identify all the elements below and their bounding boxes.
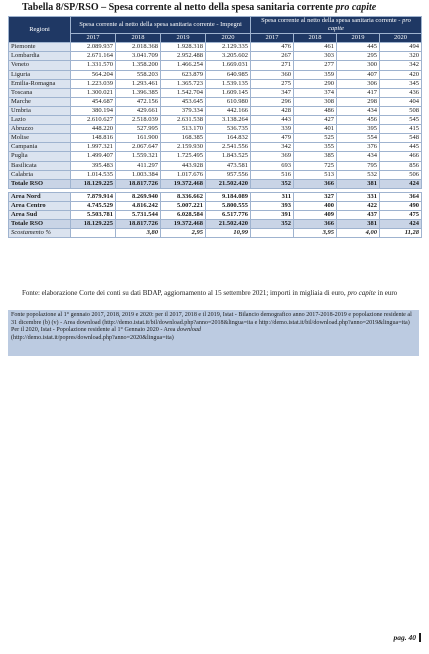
table-cell: 422 (337, 201, 380, 210)
table-cell: 2.610.627 (71, 116, 116, 125)
year-header: 2019 (337, 34, 380, 43)
table-cell: 525 (294, 134, 337, 143)
table-cell: 1.609.145 (206, 88, 251, 97)
row-label: Area Sud (9, 210, 71, 219)
table-cell: 2.067.647 (116, 143, 161, 152)
table-cell: 342 (251, 143, 294, 152)
row-label: Basilicata (9, 161, 71, 170)
table-cell: 1.559.321 (116, 152, 161, 161)
year-header: 2020 (380, 34, 422, 43)
table-cell: 360 (251, 70, 294, 79)
table-cell: 490 (380, 201, 422, 210)
row-label: Lazio (9, 116, 71, 125)
table-cell: 379.334 (161, 106, 206, 115)
table-cell: 395.483 (71, 161, 116, 170)
table-row (9, 210, 422, 219)
table-cell: 442.166 (206, 106, 251, 115)
table-row (9, 143, 422, 152)
table-cell: 1.542.704 (161, 88, 206, 97)
table-cell: 393 (251, 201, 294, 210)
table-cell: 355 (294, 143, 337, 152)
group-header-pro-capite: Spesa corrente al netto della spesa sanitaria corrente - pro capite (251, 17, 422, 34)
table-cell (251, 229, 294, 238)
table-cell: 298 (337, 97, 380, 106)
table-cell: 472.156 (116, 97, 161, 106)
table-cell: 8.269.940 (116, 192, 161, 201)
table-cell: 11,28 (380, 229, 422, 238)
table-cell: 545 (380, 116, 422, 125)
table-cell: 3,95 (294, 229, 337, 238)
table-cell: 380.194 (71, 106, 116, 115)
table-cell: 448.220 (71, 125, 116, 134)
table-cell: 381 (337, 220, 380, 229)
table-cell: 2.159.930 (161, 143, 206, 152)
table-cell: 1.928.318 (161, 43, 206, 52)
table-cell: 434 (337, 152, 380, 161)
table-cell: 1.300.021 (71, 88, 116, 97)
table-cell: 536.735 (206, 125, 251, 134)
table-cell: 424 (380, 179, 422, 188)
table-row (9, 70, 422, 79)
table-cell: 374 (294, 88, 337, 97)
table-cell: 19.372.468 (161, 179, 206, 188)
title-italic: pro capite (335, 2, 377, 13)
table-cell: 2.518.039 (116, 116, 161, 125)
row-label: Scostamento % (9, 229, 71, 238)
table-cell: 385 (294, 152, 337, 161)
table-cell: 161.900 (116, 134, 161, 143)
table-cell: 473.581 (206, 161, 251, 170)
table-cell: 381 (337, 179, 380, 188)
table-cell: 5.800.555 (206, 201, 251, 210)
table-cell: 443 (251, 116, 294, 125)
table-cell: 4.816.242 (116, 201, 161, 210)
table-row (9, 61, 422, 70)
table-cell: 18.817.726 (116, 220, 161, 229)
table-cell: 2.018.368 (116, 43, 161, 52)
table-cell (71, 229, 116, 238)
table-cell: 453.645 (161, 97, 206, 106)
table-cell: 461 (294, 43, 337, 52)
table-cell: 290 (294, 79, 337, 88)
table-cell: 352 (251, 220, 294, 229)
regions-header: Regioni (9, 17, 71, 43)
table-cell: 331 (337, 192, 380, 201)
table-cell: 1.997.321 (71, 143, 116, 152)
table-cell: 513 (294, 170, 337, 179)
table-cell: 407 (337, 70, 380, 79)
table-row (9, 179, 422, 188)
table-cell: 640.985 (206, 70, 251, 79)
table-cell: 506 (380, 170, 422, 179)
table-cell: 2.671.164 (71, 52, 116, 61)
table-cell: 2,95 (161, 229, 206, 238)
page-number: pag. 40 (394, 633, 422, 642)
year-header: 2017 (71, 34, 116, 43)
table-cell: 303 (294, 52, 337, 61)
table-cell: 476 (251, 43, 294, 52)
year-header: 2018 (116, 34, 161, 43)
table-cell: 391 (251, 210, 294, 219)
year-header: 2018 (294, 34, 337, 43)
table-cell: 558.203 (116, 70, 161, 79)
table-row (9, 106, 422, 115)
table-cell: 2.541.556 (206, 143, 251, 152)
table-cell: 277 (294, 61, 337, 70)
table-row (9, 97, 422, 106)
table-cell: 409 (294, 210, 337, 219)
table-cell: 5.731.544 (116, 210, 161, 219)
row-label: Totale RSO (9, 179, 71, 188)
group-header-impegni: Spesa corrente al netto della spesa sanitaria corrente - Impegni (71, 17, 251, 34)
table-cell: 1.293.461 (116, 79, 161, 88)
table-cell: 1.014.535 (71, 170, 116, 179)
table-cell: 508 (380, 106, 422, 115)
table-body (9, 43, 422, 238)
note-paragraph-1: Fonte popolazione al 1° gennaio 2017, 2018, 2019 e 2020: per il 2017, 2018 e il 2019, Istat - Bilancio demografico anno 2017-2018-2019 e popolazione residente al 31 dicembre (b) (v) - Area download (http://demo.istat.it/bil/download.php?anno=2018&lingua=ita e http://demo.istat.it/bil/download.php?anno=2019&lingua=ita) (11, 312, 412, 326)
year-header: 2019 (161, 34, 206, 43)
table-cell: 548 (380, 134, 422, 143)
table-row (9, 201, 422, 210)
table-cell: 479 (251, 134, 294, 143)
table-cell: 295 (337, 52, 380, 61)
table-row (9, 134, 422, 143)
table-row (9, 43, 422, 52)
table-cell: 6.517.776 (206, 210, 251, 219)
table-cell: 5.007.221 (161, 201, 206, 210)
table-row (9, 152, 422, 161)
row-label: Puglia (9, 152, 71, 161)
source-note: Fonte: elaborazione Corte dei conti su dati BDAP, aggiornamento al 15 settembre 2021; importi in migliaia di euro, pro capite in euro (22, 289, 398, 297)
table-row (9, 88, 422, 97)
year-header: 2017 (251, 34, 294, 43)
table-cell: 1.539.135 (206, 79, 251, 88)
table-cell: 411.297 (116, 161, 161, 170)
table-cell: 5.503.781 (71, 210, 116, 219)
table-cell: 401 (294, 125, 337, 134)
table-cell: 1.843.525 (206, 152, 251, 161)
header-row-groups (9, 17, 422, 34)
table-cell: 1.499.407 (71, 152, 116, 161)
table-cell: 2.089.937 (71, 43, 116, 52)
table-cell: 364 (380, 192, 422, 201)
table-cell: 957.556 (206, 170, 251, 179)
table-cell: 19.372.468 (161, 220, 206, 229)
table-cell: 434 (337, 106, 380, 115)
table-cell: 18.129.225 (71, 179, 116, 188)
table-row (9, 125, 422, 134)
table-cell: 271 (251, 61, 294, 70)
table-cell: 3.138.264 (206, 116, 251, 125)
table-cell: 18.129.225 (71, 220, 116, 229)
row-label: Calabria (9, 170, 71, 179)
table-cell: 366 (294, 220, 337, 229)
table-cell: 1.396.385 (116, 88, 161, 97)
table-cell: 376 (337, 143, 380, 152)
row-label: Lombardia (9, 52, 71, 61)
table-row (9, 229, 422, 238)
table-cell: 359 (294, 70, 337, 79)
table-cell: 1.358.200 (116, 61, 161, 70)
table-cell: 7.879.914 (71, 192, 116, 201)
table-cell: 339 (251, 125, 294, 134)
table-title (22, 2, 376, 13)
population-note-box (8, 310, 419, 356)
row-label: Veneto (9, 61, 71, 70)
table-cell: 456 (337, 116, 380, 125)
table-cell: 494 (380, 43, 422, 52)
table-cell: 623.879 (161, 70, 206, 79)
row-label: Area Centro (9, 201, 71, 210)
table-cell: 428 (251, 106, 294, 115)
note-paragraph-2: Per il 2020, Istat - Popolazione residente al 1° Gennaio 2020 - Area download (11, 327, 201, 334)
table-cell: 429.661 (116, 106, 161, 115)
table-cell: 2.129.335 (206, 43, 251, 52)
table-cell: 437 (337, 210, 380, 219)
table-cell: 1.003.384 (116, 170, 161, 179)
table-cell: 1.365.723 (161, 79, 206, 88)
table-cell: 424 (380, 220, 422, 229)
table-cell: 345 (380, 79, 422, 88)
table-cell: 554 (337, 134, 380, 143)
table-cell: 1.669.031 (206, 61, 251, 70)
table-cell: 164.832 (206, 134, 251, 143)
table-cell: 320 (380, 52, 422, 61)
table-cell: 4,00 (337, 229, 380, 238)
row-label: Area Nord (9, 192, 71, 201)
table-cell: 486 (294, 106, 337, 115)
table-cell: 21.502.420 (206, 179, 251, 188)
table-row (9, 161, 422, 170)
table-cell: 1.223.039 (71, 79, 116, 88)
table-cell: 454.687 (71, 97, 116, 106)
table-cell: 436 (380, 88, 422, 97)
table-cell: 342 (380, 61, 422, 70)
table-cell: 1.331.570 (71, 61, 116, 70)
table-cell: 513.170 (161, 125, 206, 134)
table-cell: 267 (251, 52, 294, 61)
table-cell: 296 (251, 97, 294, 106)
table-cell: 275 (251, 79, 294, 88)
table-row (9, 52, 422, 61)
table-cell: 400 (294, 201, 337, 210)
table-row (9, 170, 422, 179)
table-cell: 443.928 (161, 161, 206, 170)
table-cell: 168.385 (161, 134, 206, 143)
table-cell: 610.980 (206, 97, 251, 106)
table-cell: 693 (251, 161, 294, 170)
table-cell: 404 (380, 97, 422, 106)
table-cell: 3.205.602 (206, 52, 251, 61)
table-cell: 415 (380, 125, 422, 134)
table-cell: 300 (337, 61, 380, 70)
note-paragraph-3: (http://demo.istat.it/popres/download.php?anno=2020&lingua=ita) (11, 334, 174, 341)
table-cell: 795 (337, 161, 380, 170)
table-cell: 445 (380, 143, 422, 152)
table-cell: 856 (380, 161, 422, 170)
table-cell: 427 (294, 116, 337, 125)
table-cell: 21.502.420 (206, 220, 251, 229)
expenditure-table (8, 16, 422, 238)
table-row (9, 220, 422, 229)
table-cell: 395 (337, 125, 380, 134)
row-label: Piemonte (9, 43, 71, 52)
table-cell: 725 (294, 161, 337, 170)
row-label: Toscana (9, 88, 71, 97)
table-cell: 311 (251, 192, 294, 201)
row-label: Emilia-Romagna (9, 79, 71, 88)
table-cell: 9.184.089 (206, 192, 251, 201)
row-label: Campania (9, 143, 71, 152)
table-cell: 564.204 (71, 70, 116, 79)
table-cell: 366 (294, 179, 337, 188)
table-cell: 8.336.662 (161, 192, 206, 201)
table-cell: 306 (337, 79, 380, 88)
table-cell: 308 (294, 97, 337, 106)
year-header: 2020 (206, 34, 251, 43)
row-label: Totale RSO (9, 220, 71, 229)
row-label: Umbria (9, 106, 71, 115)
title-text: Tabella 8/SP/RSO – Spesa corrente al netto della spesa sanitaria corrente (22, 2, 333, 13)
table-cell: 527.995 (116, 125, 161, 134)
table-cell: 532 (337, 170, 380, 179)
table-row (9, 79, 422, 88)
table-cell: 466 (380, 152, 422, 161)
table-cell: 475 (380, 210, 422, 219)
row-label: Liguria (9, 70, 71, 79)
table-cell: 18.817.726 (116, 179, 161, 188)
table-cell: 1.017.676 (161, 170, 206, 179)
row-label: Marche (9, 97, 71, 106)
table-cell: 369 (251, 152, 294, 161)
table-cell: 4.745.529 (71, 201, 116, 210)
table-row (9, 116, 422, 125)
table-cell: 3.041.709 (116, 52, 161, 61)
table-cell: 1.466.254 (161, 61, 206, 70)
table-cell: 1.725.495 (161, 152, 206, 161)
table-row (9, 192, 422, 201)
table-cell: 2.631.538 (161, 116, 206, 125)
table-cell: 420 (380, 70, 422, 79)
table-cell: 3,80 (116, 229, 161, 238)
header-row-years (9, 34, 422, 43)
table-cell: 10,99 (206, 229, 251, 238)
row-label: Molise (9, 134, 71, 143)
table-cell: 516 (251, 170, 294, 179)
table-cell: 417 (337, 88, 380, 97)
table-cell: 445 (337, 43, 380, 52)
table-cell: 327 (294, 192, 337, 201)
row-label: Abruzzo (9, 125, 71, 134)
table-cell: 2.952.488 (161, 52, 206, 61)
table-cell: 6.028.584 (161, 210, 206, 219)
table-cell: 352 (251, 179, 294, 188)
table-cell: 148.816 (71, 134, 116, 143)
table-cell: 347 (251, 88, 294, 97)
